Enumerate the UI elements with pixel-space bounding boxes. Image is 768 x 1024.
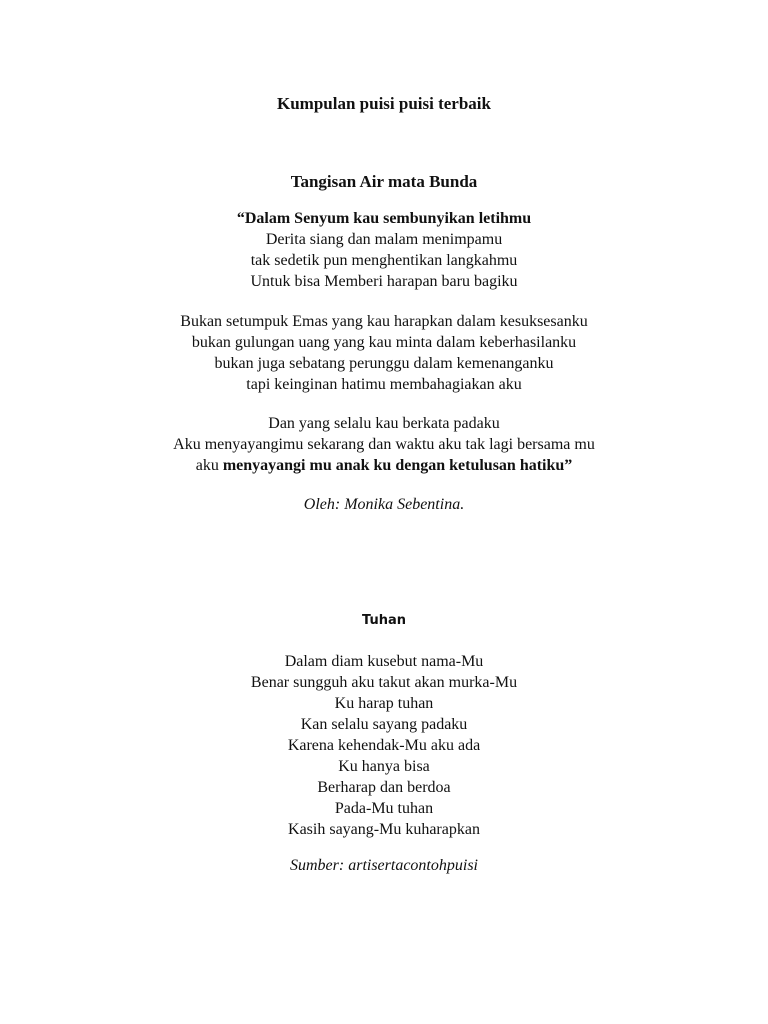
stanza-line: Dan yang selalu kau berkata padaku: [268, 415, 500, 432]
poem-line: Dalam diam kusebut nama-Mu: [284, 653, 484, 670]
poem-tuhan-body: [0, 651, 768, 840]
stanza-line: “Dalam Senyum kau sembunyikan letihmu: [236, 210, 532, 227]
poem-stanza-3: [0, 413, 768, 476]
stanza-line: Untuk bisa Memberi harapan baru bagiku: [250, 273, 518, 290]
stanza-line: [0, 455, 768, 476]
poem-stanza-2: [0, 311, 768, 395]
stanza-line: tak sedetik pun menghentikan langkahmu: [250, 252, 518, 269]
poem-line: Benar sungguh aku takut akan murka-Mu: [250, 674, 518, 691]
stanza-line-bold: menyayangi mu anak ku dengan ketulusan hatiku”: [222, 457, 573, 474]
poem-author: Oleh: Monika Sebentina.: [303, 496, 465, 513]
stanza-line-plain: aku: [195, 457, 223, 474]
document-title: Kumpulan puisi puisi terbaik: [276, 94, 491, 113]
stanza-line: Derita siang dan malam menimpamu: [265, 231, 503, 248]
poem-source: Sumber: artisertacontohpuisi: [290, 857, 478, 874]
poem-line: Kasih sayang-Mu kuharapkan: [288, 821, 480, 838]
poem-stanza-1: [0, 208, 768, 292]
stanza-line: bukan gulungan uang yang kau minta dalam keberhasilanku: [191, 334, 577, 351]
stanza-line: Aku menyayangimu sekarang dan waktu aku tak lagi bersama mu: [173, 436, 595, 453]
stanza-line: bukan juga sebatang perunggu dalam kemenanganku: [214, 355, 554, 372]
stanza-line: Bukan setumpuk Emas yang kau harapkan dalam kesuksesanku: [180, 313, 588, 330]
poem-line: Pada-Mu tuhan: [334, 800, 434, 817]
poem-line: Karena kehendak-Mu aku ada: [287, 737, 481, 754]
poem-line: Berharap dan berdoa: [317, 779, 451, 796]
poem-line: Ku hanya bisa: [338, 758, 430, 775]
poem-title-tuhan: Tuhan: [362, 613, 406, 628]
stanza-line: tapi keinginan hatimu membahagiakan aku: [246, 376, 522, 393]
poem-title: Tangisan Air mata Bunda: [290, 172, 478, 191]
poem-line: Kan selalu sayang padaku: [300, 716, 468, 733]
poem-line: Ku harap tuhan: [334, 695, 434, 712]
